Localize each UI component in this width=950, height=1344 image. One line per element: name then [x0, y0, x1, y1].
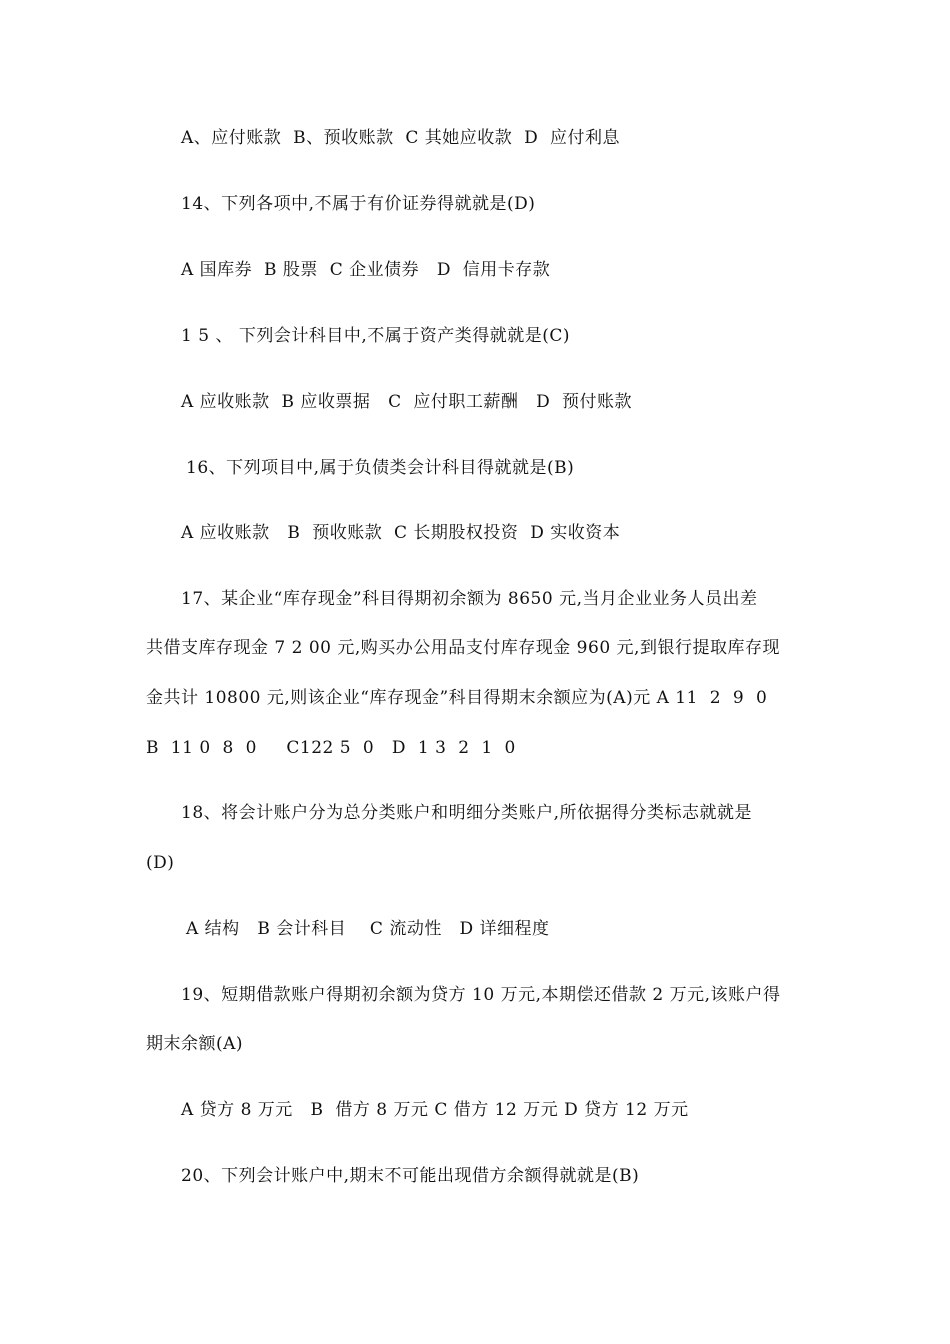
q16-question: 16、下列项目中,属于负债类会计科目得就就是(B) — [186, 458, 575, 478]
q14-question: 14、下列各项中,不属于有价证券得就就是(D) — [181, 194, 536, 214]
q17-question-line-1: 17、某企业“库存现金”科目得期初余额为 8650 元,当月企业业务人员出差 — [181, 589, 758, 609]
q14-options: A 国库券 B 股票 C 企业债券 D 信用卡存款 — [181, 260, 551, 280]
q17-options: B 11 0 8 0 C122 5 0 D 1 3 2 1 0 — [146, 738, 516, 758]
q20-question: 20、下列会计账户中,期末不可能出现借方余额得就就是(B) — [181, 1166, 640, 1186]
q17-question-line-3: 金共计 10800 元,则该企业“库存现金”科目得期末余额应为(A)元 A 11 2 9 0 — [146, 688, 768, 708]
q13-options: A、应付账款 B、预收账款 C 其她应收款 D 应付利息 — [181, 128, 621, 148]
q17-question-line-2: 共借支库存现金 7 2 00 元,购买办公用品支付库存现金 960 元,到银行提取库存现 — [146, 638, 780, 658]
q16-options: A 应收账款 B 预收账款 C 长期股权投资 D 实收资本 — [181, 523, 621, 543]
q18-options: A 结构 B 会计科目 C 流动性 D 详细程度 — [186, 919, 550, 939]
q15-options: A 应收账款 B 应收票据 C 应付职工薪酬 D 预付账款 — [181, 392, 633, 412]
q15-question: 1 5 、 下列会计科目中,不属于资产类得就就是(C) — [181, 326, 571, 346]
q19-options: A 贷方 8 万元 B 借方 8 万元 C 借方 12 万元 D 贷方 12 万元 — [181, 1100, 689, 1120]
q19-question-line-2: 期末余额(A) — [146, 1034, 244, 1054]
q19-question-line-1: 19、短期借款账户得期初余额为贷方 10 万元,本期偿还借款 2 万元,该账户得 — [181, 985, 781, 1005]
q18-question-line-1: 18、将会计账户分为总分类账户和明细分类账户,所依据得分类标志就就是 — [181, 803, 753, 823]
q18-question-line-2: (D) — [146, 853, 175, 873]
